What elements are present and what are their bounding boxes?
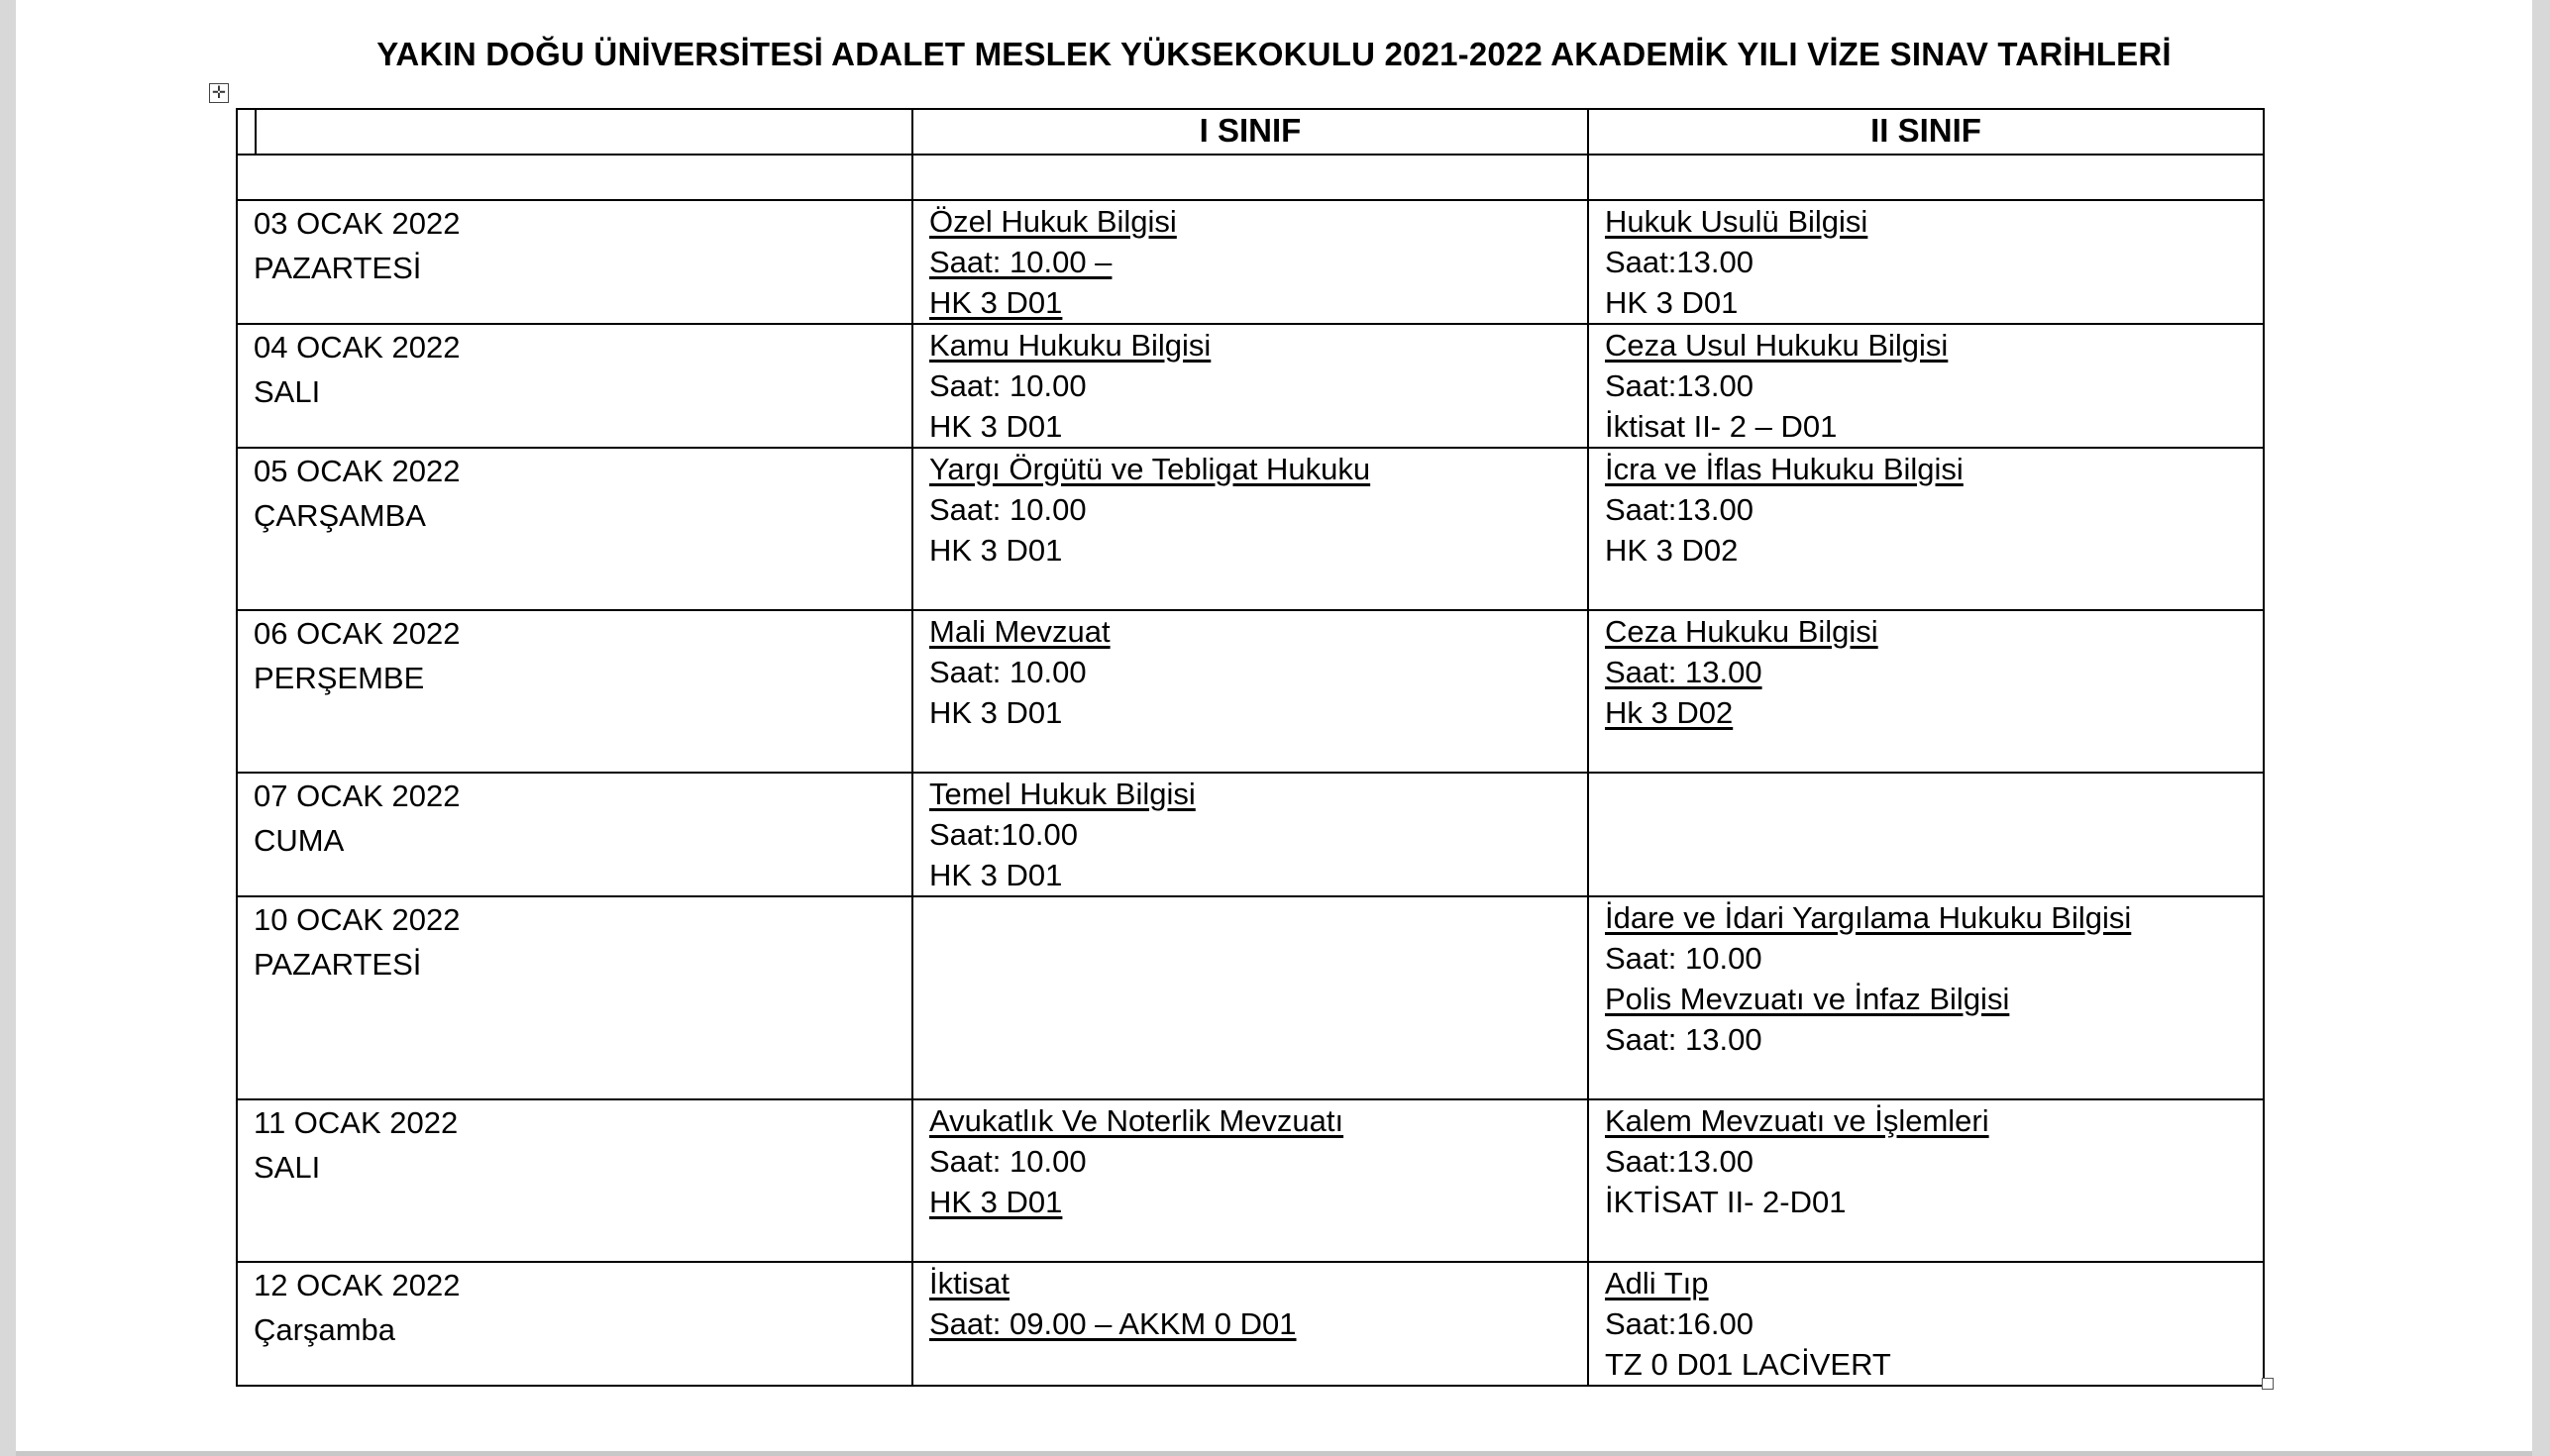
- table-row: [237, 1099, 2264, 1262]
- class-2-cell[interactable]: [1588, 773, 2264, 896]
- page-shadow: [16, 1451, 2532, 1456]
- exam-room: HK 3 D01: [929, 409, 1063, 444]
- exam-room: İKTİSAT II- 2-D01: [1605, 1185, 1847, 1219]
- class-1-cell[interactable]: [912, 773, 1588, 896]
- course-name: Polis Mevzuatı ve İnfaz Bilgisi: [1605, 982, 2010, 1016]
- day-text: PAZARTESİ: [254, 947, 422, 982]
- exam-room: HK 3 D02: [1605, 533, 1739, 568]
- day-text: PAZARTESİ: [254, 251, 422, 285]
- exam-room: HK 3 D01: [929, 285, 1063, 320]
- course-name: Avukatlık Ve Noterlik Mevzuatı: [929, 1103, 1344, 1138]
- course-name: Ceza Usul Hukuku Bilgisi: [1605, 328, 1949, 363]
- exam-time: Saat:10.00: [929, 817, 1078, 852]
- class-1-cell[interactable]: [912, 324, 1588, 448]
- table-resize-handle[interactable]: [2262, 1378, 2274, 1390]
- document-page: [16, 0, 2532, 1451]
- exam-time: Saat: 10.00: [929, 655, 1087, 689]
- exam-time: Saat: 10.00: [929, 1144, 1087, 1179]
- date-cell[interactable]: [237, 1099, 912, 1262]
- date-cell[interactable]: [237, 448, 912, 610]
- day-text: Çarşamba: [254, 1312, 395, 1347]
- date-cell[interactable]: [237, 773, 912, 896]
- text-cursor: [255, 110, 257, 154]
- date-text: 07 OCAK 2022: [254, 779, 461, 813]
- course-name: Ceza Hukuku Bilgisi: [1605, 614, 1878, 649]
- day-text: CUMA: [254, 823, 345, 858]
- table-row: [237, 896, 2264, 1099]
- day-text: ÇARŞAMBA: [254, 498, 426, 533]
- exam-time: Saat: 13.00: [1605, 1022, 1762, 1057]
- table-row: [237, 610, 2264, 773]
- course-name: Kalem Mevzuatı ve İşlemleri: [1605, 1103, 1989, 1138]
- exam-time: Saat: 10.00 –: [929, 245, 1113, 279]
- table-cell[interactable]: [912, 155, 1588, 200]
- class-1-cell[interactable]: [912, 610, 1588, 773]
- class-2-cell[interactable]: [1588, 1099, 2264, 1262]
- exam-time: Saat:13.00: [1605, 245, 1753, 279]
- table-move-handle-icon[interactable]: ✛: [209, 83, 229, 103]
- date-cell[interactable]: [237, 324, 912, 448]
- class-1-cell[interactable]: [912, 448, 1588, 610]
- exam-time: Saat:13.00: [1605, 1144, 1753, 1179]
- header-class-1[interactable]: I SINIF: [912, 109, 1588, 155]
- exam-room: HK 3 D01: [929, 695, 1063, 730]
- table-row: [237, 773, 2264, 896]
- course-name: İcra ve İflas Hukuku Bilgisi: [1605, 452, 1964, 486]
- class-2-cell[interactable]: [1588, 448, 2264, 610]
- class-1-cell[interactable]: [912, 1262, 1588, 1386]
- table-cell[interactable]: [1588, 155, 2264, 200]
- exam-time: Saat: 10.00: [929, 492, 1087, 527]
- class-1-cell[interactable]: [912, 896, 1588, 1099]
- course-name: İktisat: [929, 1266, 1009, 1300]
- table-row: [237, 448, 2264, 610]
- day-text: PERŞEMBE: [254, 661, 425, 695]
- course-name: Temel Hukuk Bilgisi: [929, 777, 1196, 811]
- exam-time: Saat: 10.00: [929, 368, 1087, 403]
- course-name: Mali Mevzuat: [929, 614, 1111, 649]
- exam-room: Hk 3 D02: [1605, 695, 1734, 730]
- exam-time: Saat:16.00: [1605, 1306, 1753, 1341]
- course-name: Adli Tıp: [1605, 1266, 1709, 1300]
- exam-time: Saat: 10.00: [1605, 941, 1762, 976]
- date-cell[interactable]: [237, 610, 912, 773]
- date-text: 05 OCAK 2022: [254, 454, 461, 488]
- table-header-row: [237, 109, 2264, 155]
- exam-room: HK 3 D01: [929, 533, 1063, 568]
- date-text: 12 OCAK 2022: [254, 1268, 461, 1302]
- day-text: SALI: [254, 1150, 321, 1185]
- class-2-cell[interactable]: [1588, 324, 2264, 448]
- exam-room: İktisat II- 2 – D01: [1605, 409, 1838, 444]
- date-cell[interactable]: [237, 1262, 912, 1386]
- table-row: [237, 324, 2264, 448]
- course-name: İdare ve İdari Yargılama Hukuku Bilgisi: [1605, 900, 2132, 935]
- exam-schedule-table: [236, 108, 2265, 1387]
- document-title: YAKIN DOĞU ÜNİVERSİTESİ ADALET MESLEK YÜKSEKOKULU 2021-2022 AKADEMİK YILI VİZE SINAV TARİHLERİ: [376, 36, 2172, 72]
- header-class-2[interactable]: II SINIF: [1588, 109, 2264, 155]
- date-cell[interactable]: [237, 200, 912, 324]
- exam-time: Saat: 13.00: [1605, 655, 1762, 689]
- course-name: Yargı Örgütü ve Tebligat Hukuku: [929, 452, 1371, 486]
- exam-room: HK 3 D01: [929, 1185, 1063, 1219]
- exam-room: HK 3 D01: [929, 858, 1063, 892]
- date-text: 06 OCAK 2022: [254, 616, 461, 651]
- table-row: [237, 1262, 2264, 1386]
- class-2-cell[interactable]: [1588, 200, 2264, 324]
- class-1-cell[interactable]: [912, 1099, 1588, 1262]
- table-empty-row: [237, 155, 2264, 200]
- day-text: SALI: [254, 374, 321, 409]
- course-name: Kamu Hukuku Bilgisi: [929, 328, 1212, 363]
- class-2-cell[interactable]: [1588, 610, 2264, 773]
- course-name: Özel Hukuk Bilgisi: [929, 204, 1177, 239]
- table-cell[interactable]: [237, 155, 912, 200]
- date-text: 10 OCAK 2022: [254, 902, 461, 937]
- header-date[interactable]: [237, 109, 912, 155]
- date-text: 03 OCAK 2022: [254, 206, 461, 241]
- date-text: 04 OCAK 2022: [254, 330, 461, 364]
- class-1-cell[interactable]: [912, 200, 1588, 324]
- exam-room: HK 3 D01: [1605, 285, 1739, 320]
- exam-time: Saat: 09.00 – AKKM 0 D01: [929, 1306, 1297, 1341]
- date-text: 11 OCAK 2022: [254, 1105, 459, 1140]
- exam-room: TZ 0 D01 LACİVERT: [1605, 1347, 1891, 1382]
- table-row: [237, 200, 2264, 324]
- course-name: Hukuk Usulü Bilgisi: [1605, 204, 1868, 239]
- date-cell[interactable]: [237, 896, 912, 1099]
- class-2-cell[interactable]: [1588, 896, 2264, 1099]
- exam-time: Saat:13.00: [1605, 368, 1753, 403]
- class-2-cell[interactable]: [1588, 1262, 2264, 1386]
- exam-time: Saat:13.00: [1605, 492, 1753, 527]
